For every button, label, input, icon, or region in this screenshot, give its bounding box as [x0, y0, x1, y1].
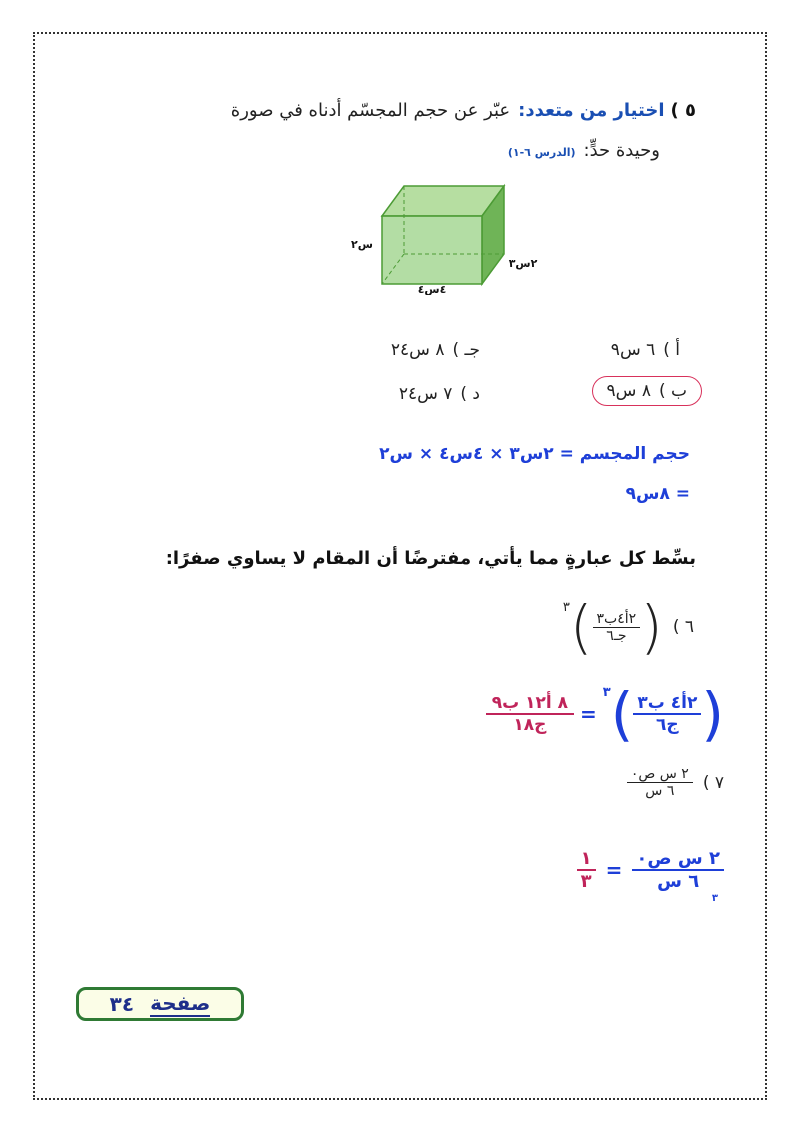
question7-fraction: [627, 766, 693, 799]
question5-line2: [508, 140, 660, 161]
option-a-key: أ ): [663, 340, 680, 360]
option-a-value: ٦ س٩: [610, 340, 656, 360]
work-den: ٦ س: [657, 871, 700, 892]
question6-num: ٢أ٤ب٣: [593, 611, 641, 628]
lesson-reference: (الدرس ٦-١): [507, 146, 576, 159]
question5-kind: اختيار من متعدد:: [518, 100, 665, 121]
question5-text-line1: عبّر عن حجم المجسّم أدناه في صورة: [230, 100, 511, 121]
rectangular-prism-figure: [340, 180, 570, 295]
solution-line2: = ٨س٩: [625, 484, 690, 504]
option-c-value: ٨ س٢٤: [390, 340, 445, 360]
question7-answer: [577, 848, 724, 904]
question5-number: ٥ ): [670, 100, 696, 121]
question6-number: ٦ ): [672, 617, 694, 637]
option-a: [611, 340, 680, 360]
option-d: [399, 384, 480, 404]
paren-open: (: [701, 680, 724, 748]
option-b-circled-answer: [592, 376, 702, 406]
question7-result-fraction: [577, 848, 596, 892]
result-den: ٣: [580, 871, 592, 892]
option-d-key: د ): [460, 384, 480, 404]
question7-work-fraction: [632, 848, 724, 904]
option-b-key: ب ): [658, 381, 687, 401]
result-num: ٨ أ١٢ ب٩: [486, 693, 574, 715]
page-word: صفحة: [150, 991, 211, 1015]
question5-text-line2: وحيدة حدٍّ:: [583, 140, 660, 161]
result-den: ج١٨: [513, 715, 547, 735]
equals-sign: =: [580, 702, 597, 726]
depth-label: ٢س٣: [508, 257, 538, 270]
paren-close: ): [610, 680, 634, 748]
page-number-badge: [76, 987, 244, 1021]
given-power: ٣: [602, 685, 611, 700]
question6-fraction: [593, 611, 641, 644]
question7-num: ٢ س ص٠: [627, 766, 693, 783]
page-number: ٣٤: [109, 992, 135, 1016]
instruction-text: بسِّط كل عبارةٍ مما يأتي، مفترضًا أن المقام لا يساوي صفرًا:: [165, 548, 696, 569]
paren-close: ): [569, 593, 593, 661]
question5-line1: [231, 100, 696, 121]
solution-line1: حجم المجسم = ٢س٣ × ٤س٤ × س٢: [379, 444, 690, 464]
question7-number: ٧ ): [702, 772, 724, 793]
length-label: ٤س٤: [417, 283, 447, 295]
question7: [627, 766, 724, 799]
equals-sign: =: [605, 858, 623, 882]
question6: [562, 593, 694, 661]
question6-power: ٣: [562, 600, 570, 615]
question7-den: ٦ س: [645, 783, 675, 799]
question6-result-fraction: [486, 693, 574, 735]
given-den: ج٦: [656, 715, 679, 735]
question6-den: جـ٦: [606, 627, 627, 644]
work-den-small: ٣: [711, 893, 718, 904]
question6-given-fraction: [633, 693, 701, 735]
question6-answer: [486, 680, 724, 748]
height-label: س٢: [351, 238, 373, 251]
given-num: ٢أ٤ ب٣: [633, 693, 701, 715]
option-b-value: ٨ س٩: [606, 381, 651, 401]
option-c: [391, 340, 480, 360]
work-num: ٢ س ص٠: [632, 848, 724, 871]
result-num: ١: [577, 848, 596, 871]
option-c-key: جـ ): [452, 340, 480, 360]
option-d-value: ٧ س٢٤: [398, 384, 453, 404]
paren-open: (: [640, 593, 663, 661]
